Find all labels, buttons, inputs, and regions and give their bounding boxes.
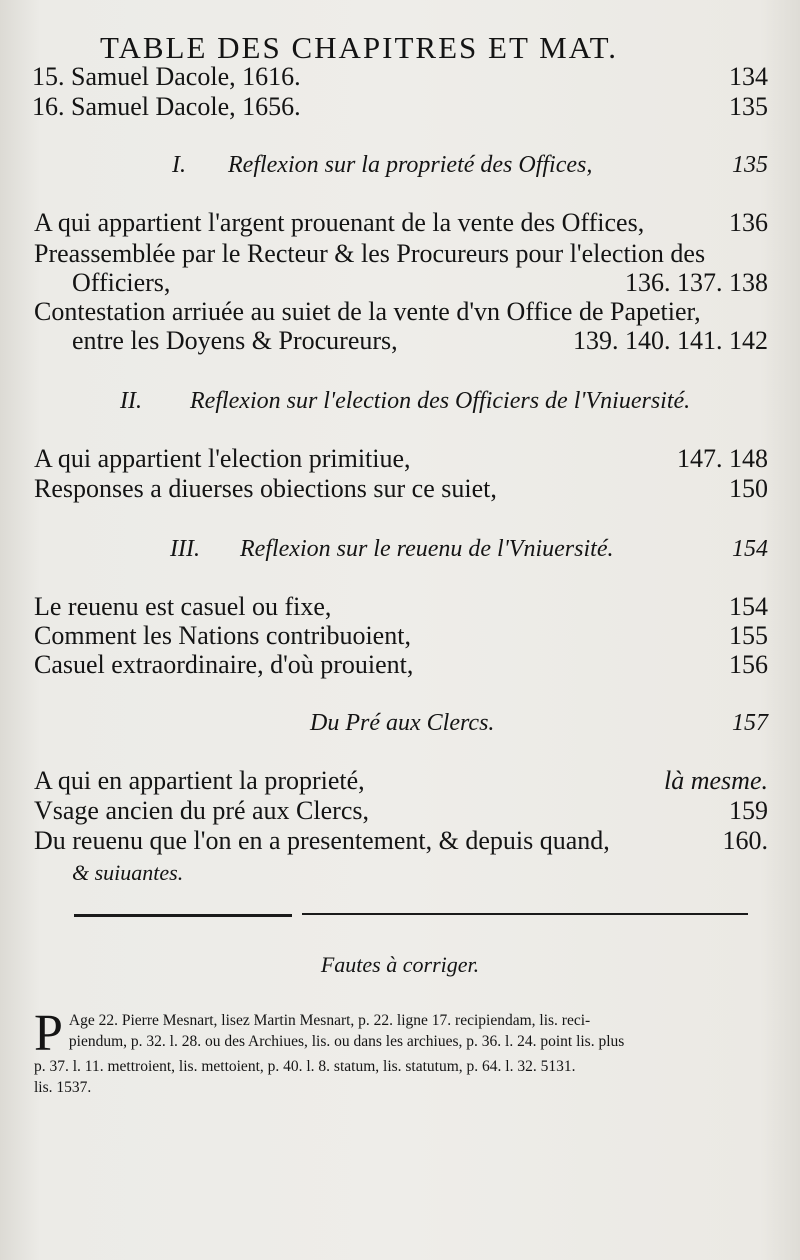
section-page: 135 [732,152,768,178]
entry-text: Du reuenu que l'on en a presentement, & depuis quand, [34,826,610,855]
errata-title: Fautes à corriger. [320,952,480,977]
suivantes-text: & suiuantes. [72,860,184,885]
entry-text: entre les Doyens & Procureurs, [72,326,398,355]
entry-page: 156 [729,650,768,679]
entry-page: 139. 140. 141. 142 [573,326,768,355]
section-numeral: I. [172,152,186,178]
section-page: 157 [732,710,768,736]
entry-text: 15. Samuel Dacole, 1616. [32,62,301,91]
entry-text: Responses a diuerses obiections sur ce suiet, [34,474,497,503]
entry-text: 16. Samuel Dacole, 1656. [32,92,301,121]
section-numeral: II. [120,388,142,414]
entry-page: 136 [729,208,768,237]
page-header: TABLE DES CHAPITRES ET MAT. [100,30,618,65]
entry-text: Contestation arriuée au suiet de la vente d'vn Office de Papetier, [34,297,701,326]
entry-text: A qui appartient l'election primitiue, [34,444,411,473]
errata-line: Age 22. Pierre Mesnart, lisez Martin Mesnart, p. 22. ligne 17. recipiendam, lis. reci- [68,1012,591,1029]
section-page: 154 [732,536,768,562]
errata-text [34,1005,774,1098]
section-title: Reflexion sur l'election des Officiers de l'Vniuersité. [190,388,691,414]
horizontal-rule [302,913,748,915]
errata-line: p. 37. l. 11. mettroient, lis. mettoient, p. 40. l. 8. statum, lis. statutum, p. 64. l. 32. 5131. [34,1058,576,1075]
entry-text: Officiers, [72,268,171,297]
section-title: Reflexion sur le reuenu de l'Vniuersité. [240,536,614,562]
section-title: Reflexion sur la proprieté des Offices, [228,152,593,178]
entry-page: 159 [729,796,768,825]
drop-cap: P [34,1005,63,1062]
entry-text: Le reuenu est casuel ou fixe, [34,592,332,621]
entry-text: Comment les Nations contribuoient, [34,621,411,650]
entry-page: 150 [729,474,768,503]
entry-text: Vsage ancien du pré aux Clercs, [34,796,369,825]
entry-page: 155 [729,621,768,650]
section-title: Du Pré aux Clercs. [310,710,495,736]
entry-page: 135 [729,92,768,121]
errata-line: lis. 1537. [34,1079,92,1096]
section-numeral: III. [170,536,200,562]
errata-line: piendum, p. 32. l. 28. ou des Archiues, lis. ou dans les archiues, p. 36. l. 24. point lis. plus [68,1033,625,1050]
entry-page: 147. 148 [677,444,768,473]
entry-text: A qui appartient l'argent prouenant de la vente des Offices, [34,208,645,237]
entry-page: 136. 137. 138 [625,268,768,297]
entry-text: Preassemblée par le Recteur & les Procureurs pour l'election des [34,239,706,268]
entry-page: 160. [722,826,768,855]
entry-page: 134 [729,62,768,91]
entry-text: Casuel extraordinaire, d'où prouient, [34,650,414,679]
entry-page: là mesme. [664,766,768,795]
entry-text: A qui en appartient la proprieté, [34,766,365,795]
entry-page: 154 [729,592,768,621]
horizontal-rule [74,914,292,917]
